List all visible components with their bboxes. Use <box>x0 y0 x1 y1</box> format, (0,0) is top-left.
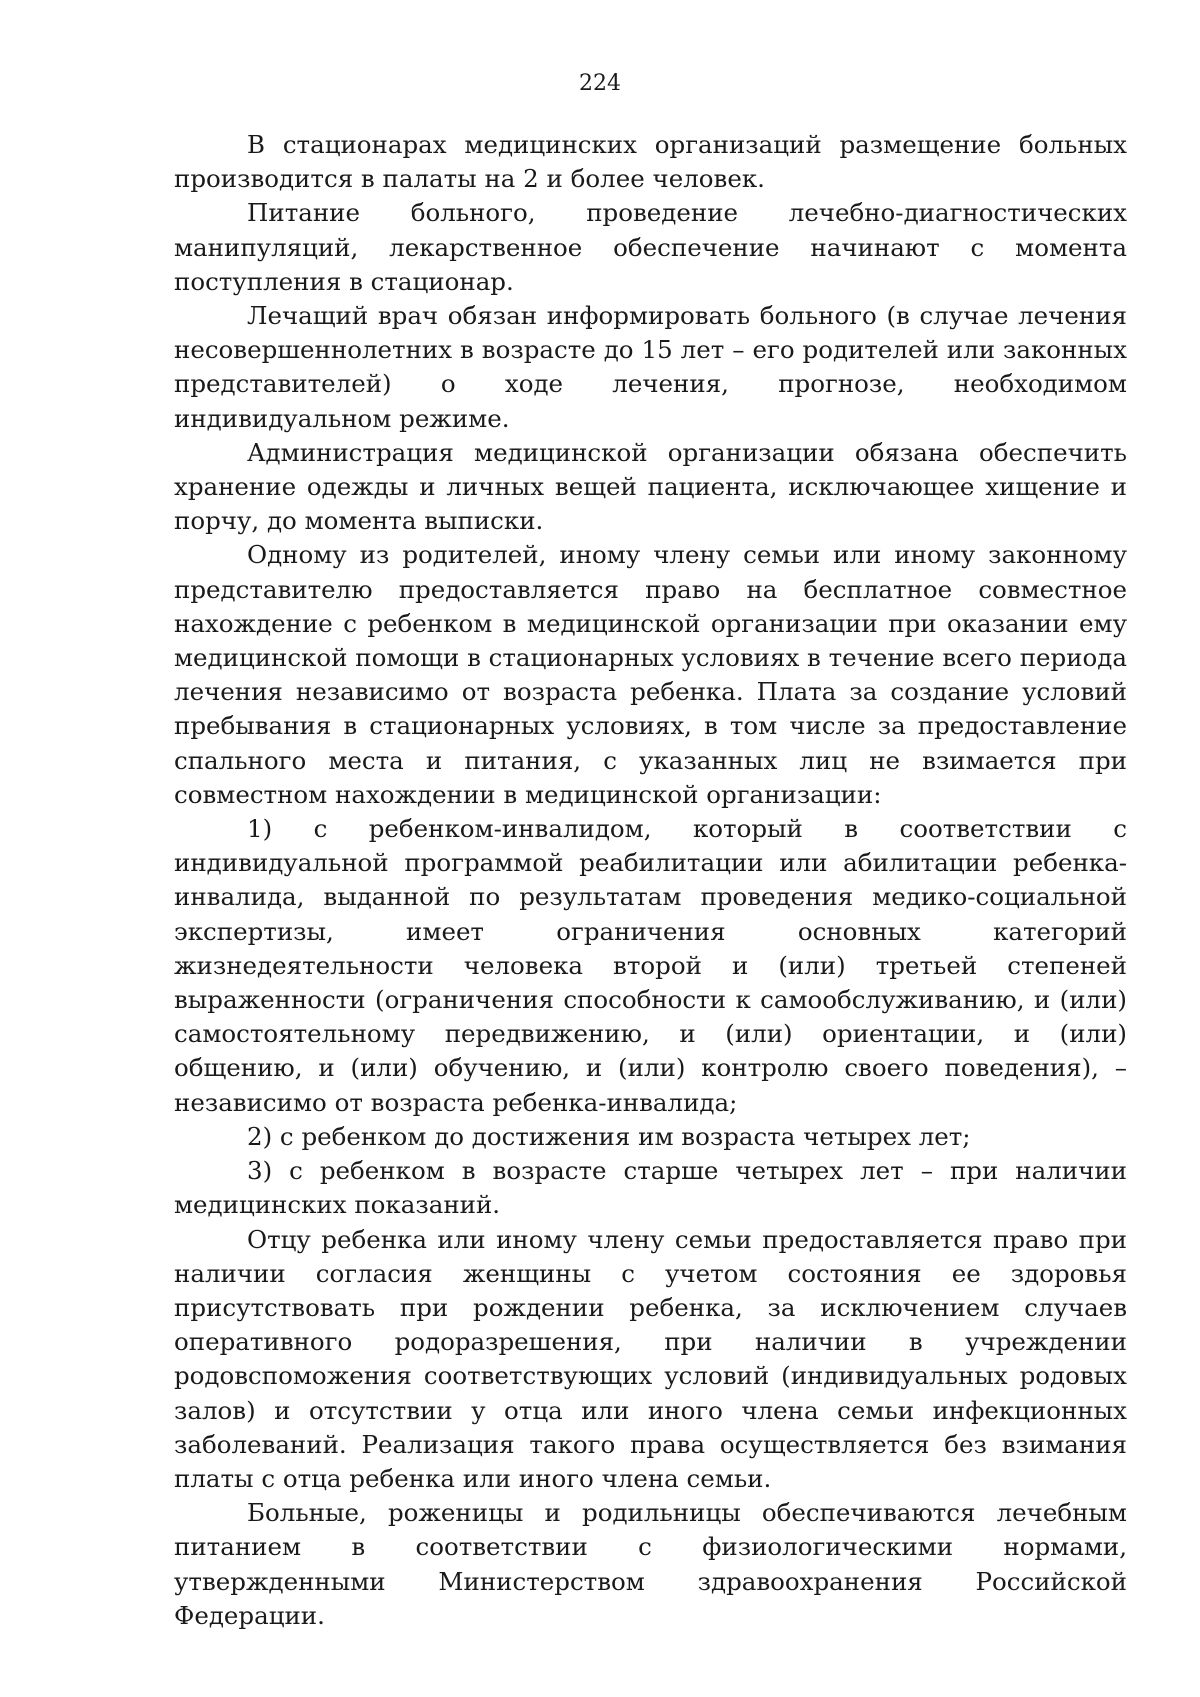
paragraph-1: В стационарах медицинских организаций размещение больных производится в палаты на 2 и более человек. <box>174 130 1127 194</box>
list-item-2: 2) с ребенком до достижения им возраста четырех лет; <box>247 1121 971 1151</box>
paragraph-5: Одному из родителей, иному члену семьи или иному законному представителю предоставляется право на бесплатное совместное нахождение с ребенком в медицинской организации при оказании ему медицинской помощи в стационарных условиях в течение всего периода лечения независимо от возраста ребенка. Плата за создание условий пребывания в стационарных условиях, в том числе за предоставление спального места и питания, с указанных лиц не взимается при совместном нахождении в медицинской организации: <box>174 540 1127 809</box>
list-item-3: 3) с ребенком в возрасте старше четырех лет – при наличии медицинских показаний. <box>174 1156 1127 1220</box>
document-body <box>174 128 1127 1633</box>
paragraph-2: Питание больного, проведение лечебно-диагностических манипуляций, лекарственное обеспечение начинают с момента поступления в стационар. <box>174 198 1127 296</box>
list-item-1: 1) с ребенком-инвалидом, который в соответствии с индивидуальной программой реабилитации или абилитации ребенка-инвалида, выданной по результатам проведения медико-социальной экспертизы, имеет ограничения основных категорий жизнедеятельности человека второй и (или) третьей степеней выраженности (ограничения способности к самообслуживанию, и (или) самостоятельному передвижению, и (или) ориентации, и (или) общению, и (или) обучению, и (или) контролю своего поведения), – независимо от возраста ребенка-инвалида; <box>174 814 1127 1117</box>
paragraph-7: Больные, роженицы и родильницы обеспечиваются лечебным питанием в соответствии с физиологическими нормами, утвержденными Министерством здравоохранения Российской Федерации. <box>174 1498 1127 1630</box>
paragraph-6: Отцу ребенка или иному члену семьи предоставляется право при наличии согласия женщины с учетом состояния ее здоровья присутствовать при рождении ребенка, за исключением случаев оперативного родоразрешения, при наличии в учреждении родовспоможения соответствующих условий (индивидуальных родовых залов) и отсутствии у отца или иного члена семьи инфекционных заболеваний. Реализация такого права осуществляется без взимания платы с отца ребенка или иного члена семьи. <box>174 1224 1127 1493</box>
paragraph-3: Лечащий врач обязан информировать больного (в случае лечения несовершеннолетних в возрасте до 15 лет – его родителей или законных представителей) о ходе лечения, прогнозе, необходимом индивидуальном режиме. <box>174 301 1127 433</box>
paragraph-4: Администрация медицинской организации обязана обеспечить хранение одежды и личных вещей пациента, исключающее хищение и порчу, до момента выписки. <box>174 437 1127 536</box>
page-number: 224 <box>579 71 621 96</box>
